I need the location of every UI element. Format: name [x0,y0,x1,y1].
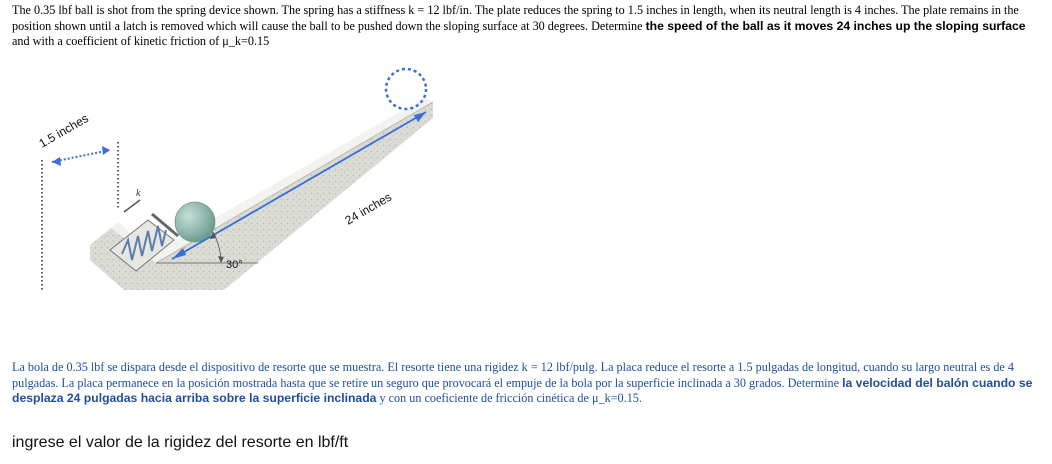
problem-text-en-bold: the speed of the ball as it moves 24 inches up the sloping surface [645,18,1026,33]
problem-statement-english [12,3,1042,50]
problem-text-es-part2: y con un coeficiente de fricción cinética de μ_k=0.15. [376,391,642,405]
distance-arrow [172,112,426,259]
ball [175,202,215,242]
distance-label: 24 inches [342,189,394,228]
problem-text-es-bold: la velocidad del balón cuando se desplaza 24 pulgadas hacia arriba sobre la superficie inclinada [12,375,1033,405]
spring-incline-figure [28,60,448,290]
problem-statement-spanish [12,360,1042,407]
stiffness-label: k [136,188,141,199]
latch [124,200,140,212]
problem-text-en-part1: The 0.35 lbf ball is shot from the spring device shown. The spring has a stiffness k = 12 lbf/in. The plate reduces the spring to 1.5 inches in length, when its neutral length is 4 inches. The plate remains in the position shown until a latch is removed which will cause the ball to be pushed down the sloping surface at 30 degrees. Determine [12,3,1019,33]
answer-prompt: ingrese el valor de la rigidez del resorte en lbf/ft [12,434,349,451]
spring-length-label: 1.5 inches [36,111,91,151]
angle-label: 30° [226,259,243,271]
problem-text-es-part1: La bola de 0.35 lbf se dispara desde el dispositivo de resorte que se muestra. El resorte tiene una rigidez k = 12 lbf/pulg. La placa reduce el resorte a 1.5 pulgadas de longitud, cuando su largo neutral es de 4 pulgadas. La placa permanece en la posición mostrada hasta que se retire un seguro que provocará el empuje de la bola por la superficie inclinada a 30 grados. Determine [12,360,1014,390]
spring-length-arrow [52,146,110,166]
problem-text-en-part2: and with a coefficient of kinetic friction of μ_k=0.15 [12,34,270,48]
